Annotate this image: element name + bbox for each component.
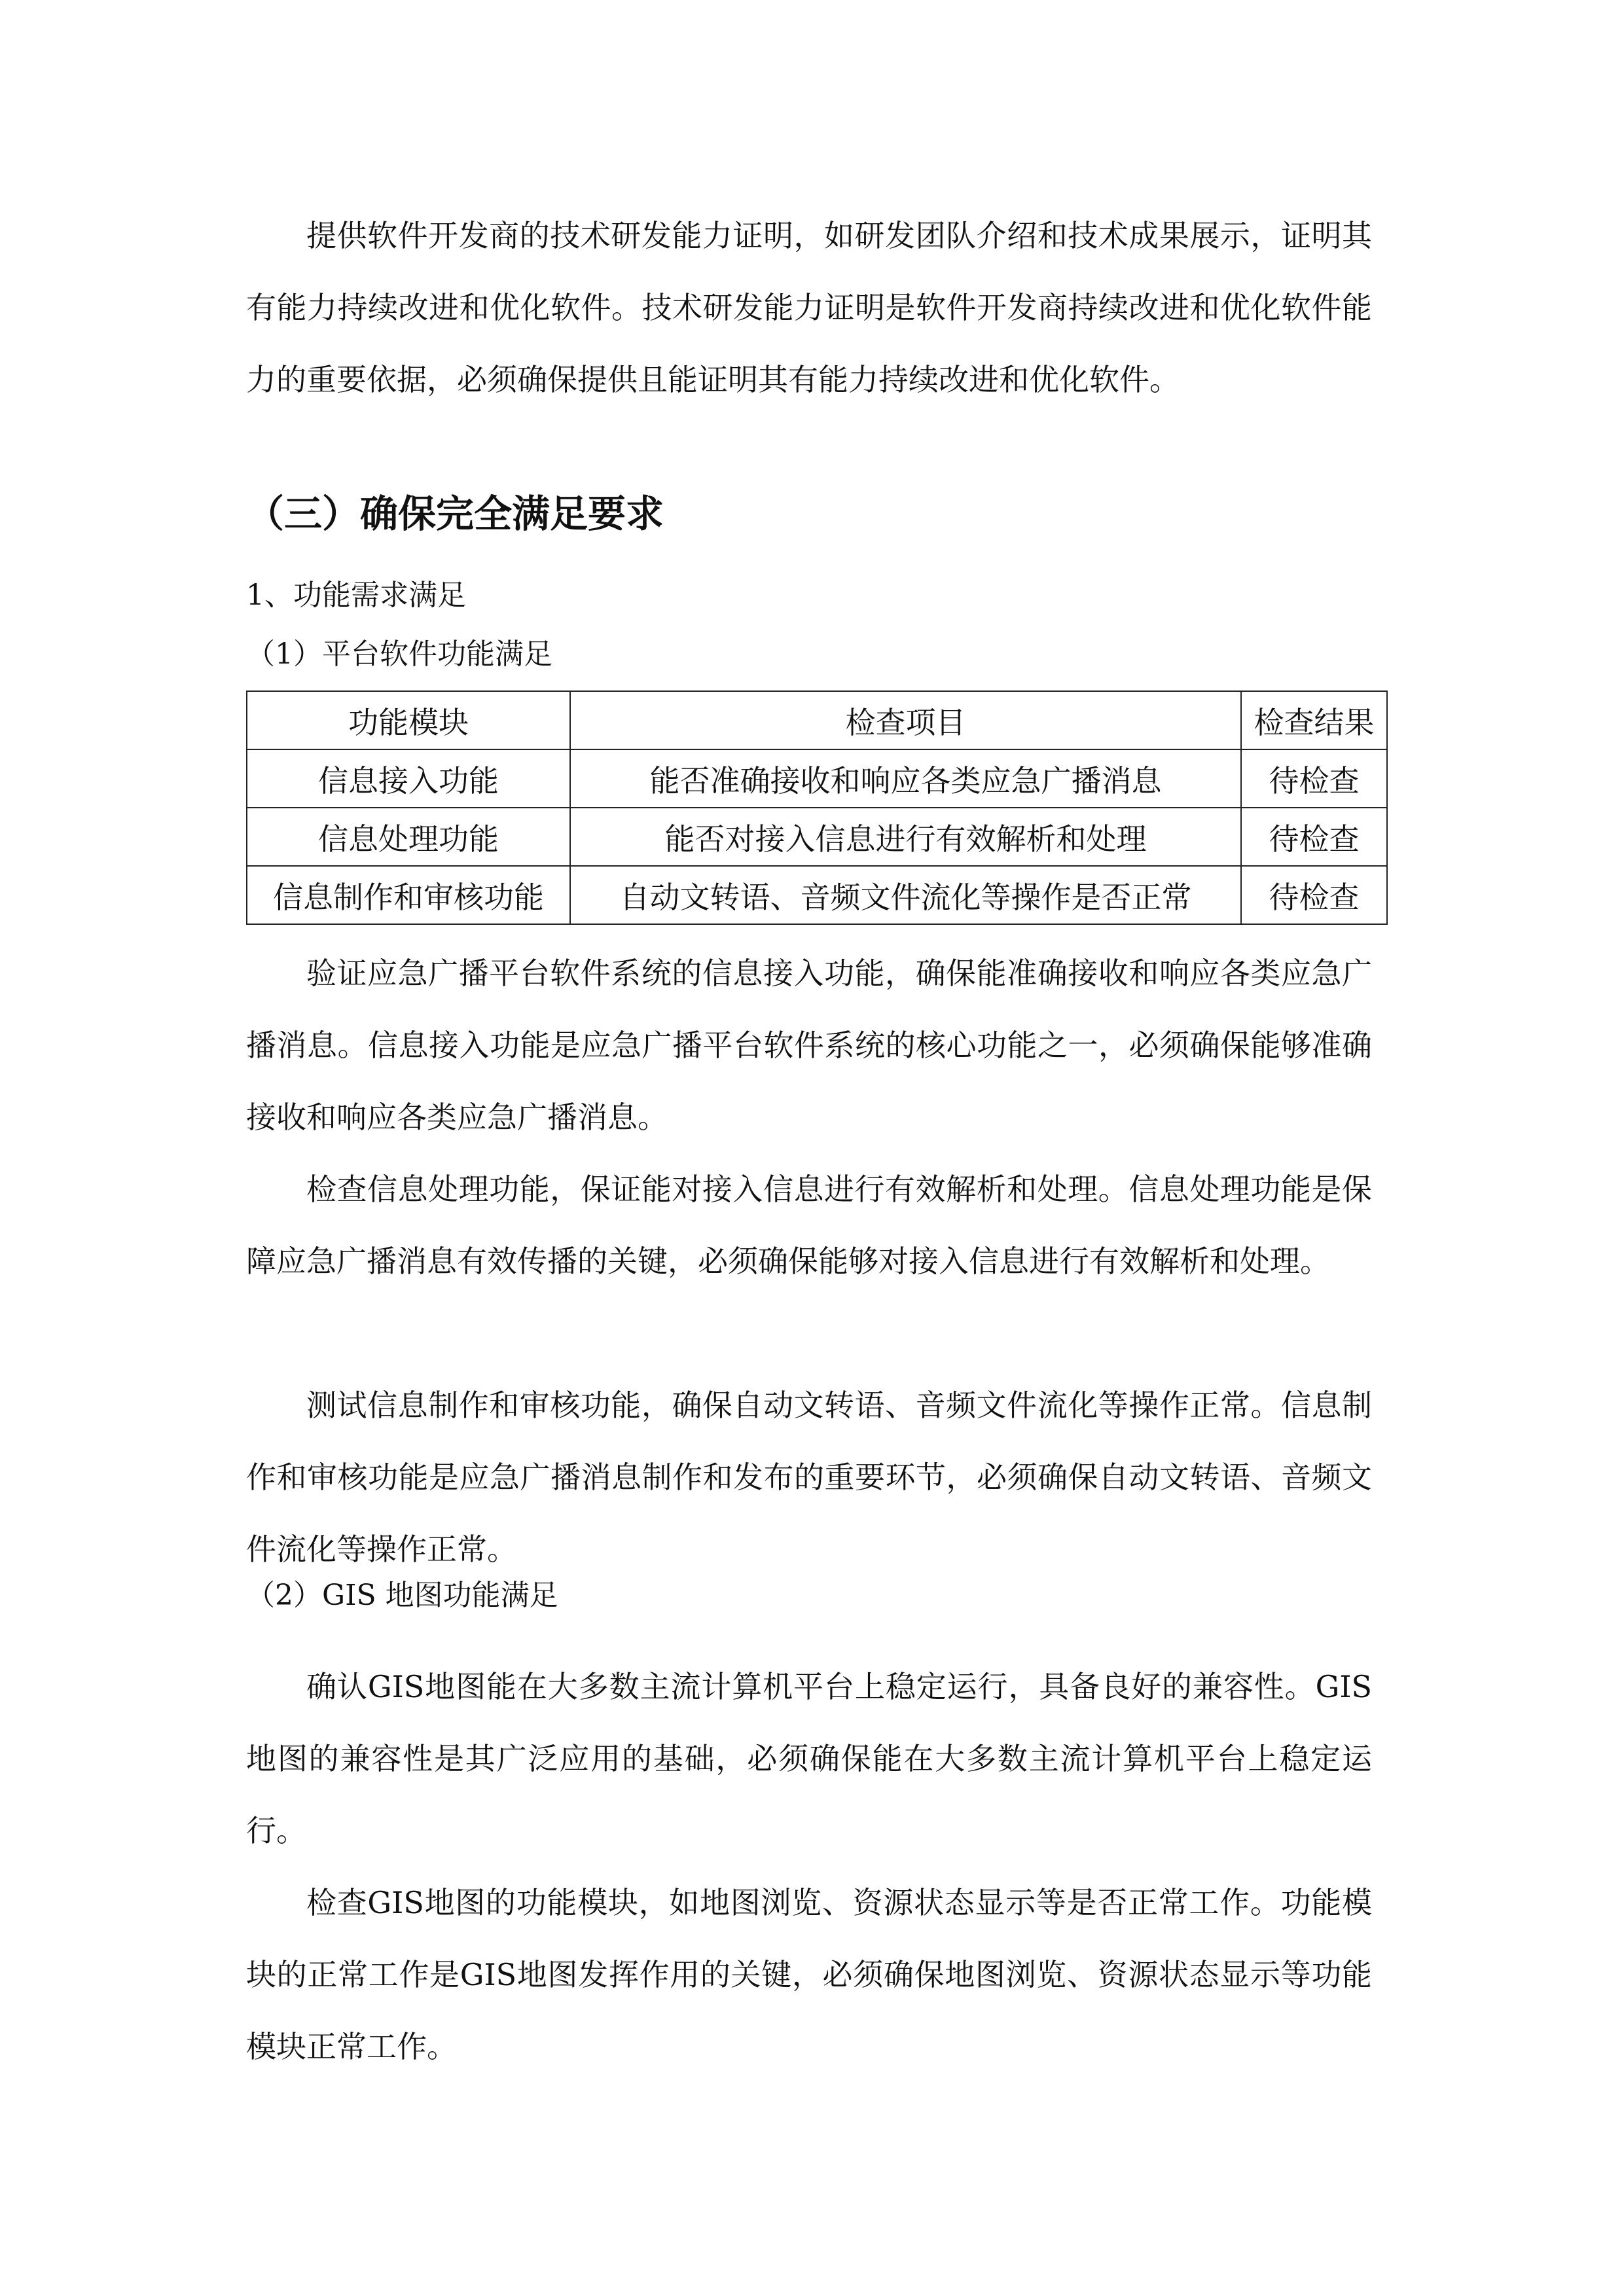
- item-heading-function-requirements: 1、功能需求满足: [246, 579, 466, 612]
- cell-module: 信息制作和审核功能: [247, 866, 570, 924]
- header-check-item: 检查项目: [570, 691, 1241, 749]
- paragraph-info-production: 测试信息制作和审核功能，确保自动文转语、音频文件流化等操作正常。信息制作和审核功能是应急广播消息制作和发布的重要环节，必须确保自动文转语、音频文件流化等操作正常。: [246, 1388, 1372, 1567]
- cell-result: 待检查: [1241, 749, 1387, 808]
- section-heading: （三）确保完全满足要求: [246, 492, 664, 536]
- cell-check-item: 能否准确接收和响应各类应急广播消息: [570, 749, 1241, 808]
- table-header-row: [247, 691, 1387, 749]
- cell-result: 待检查: [1241, 866, 1387, 924]
- subheading-gis-map: （2）GIS 地图功能满足: [246, 1579, 558, 1612]
- table-row: [247, 866, 1387, 924]
- cell-module: 信息接入功能: [247, 749, 570, 808]
- paragraph-info-processing: 检查信息处理功能，保证能对接入信息进行有效解析和处理。信息处理功能是保障应急广播消息有效传播的关键，必须确保能够对接入信息进行有效解析和处理。: [246, 1172, 1372, 1279]
- header-check-result: 检查结果: [1241, 691, 1387, 749]
- paragraph-gis-compatibility: 确认GIS地图能在大多数主流计算机平台上稳定运行，具备良好的兼容性。GIS地图的兼容性是其广泛应用的基础，必须确保能在大多数主流计算机平台上稳定运行。: [246, 1669, 1372, 1848]
- table-row: [247, 749, 1387, 808]
- cell-module: 信息处理功能: [247, 808, 570, 866]
- subheading-platform-software: （1）平台软件功能满足: [246, 637, 552, 671]
- cell-result: 待检查: [1241, 808, 1387, 866]
- paragraph-info-access: 验证应急广播平台软件系统的信息接入功能，确保能准确接收和响应各类应急广播消息。信息接入功能是应急广播平台软件系统的核心功能之一，必须确保能够准确接收和响应各类应急广播消息。: [246, 956, 1372, 1135]
- table-row: [247, 808, 1387, 866]
- cell-check-item: 自动文转语、音频文件流化等操作是否正常: [570, 866, 1241, 924]
- function-check-table: [246, 691, 1388, 925]
- cell-check-item: 能否对接入信息进行有效解析和处理: [570, 808, 1241, 866]
- paragraph-tech-capability: 提供软件开发商的技术研发能力证明，如研发团队介绍和技术成果展示，证明其有能力持续改进和优化软件。技术研发能力证明是软件开发商持续改进和优化软件能力的重要依据，必须确保提供且能证明其有能力持续改进和优化软件。: [246, 218, 1372, 397]
- header-module: 功能模块: [247, 691, 570, 749]
- paragraph-gis-modules: 检查GIS地图的功能模块，如地图浏览、资源状态显示等是否正常工作。功能模块的正常工作是GIS地图发挥作用的关键，必须确保地图浏览、资源状态显示等功能模块正常工作。: [246, 1885, 1372, 2064]
